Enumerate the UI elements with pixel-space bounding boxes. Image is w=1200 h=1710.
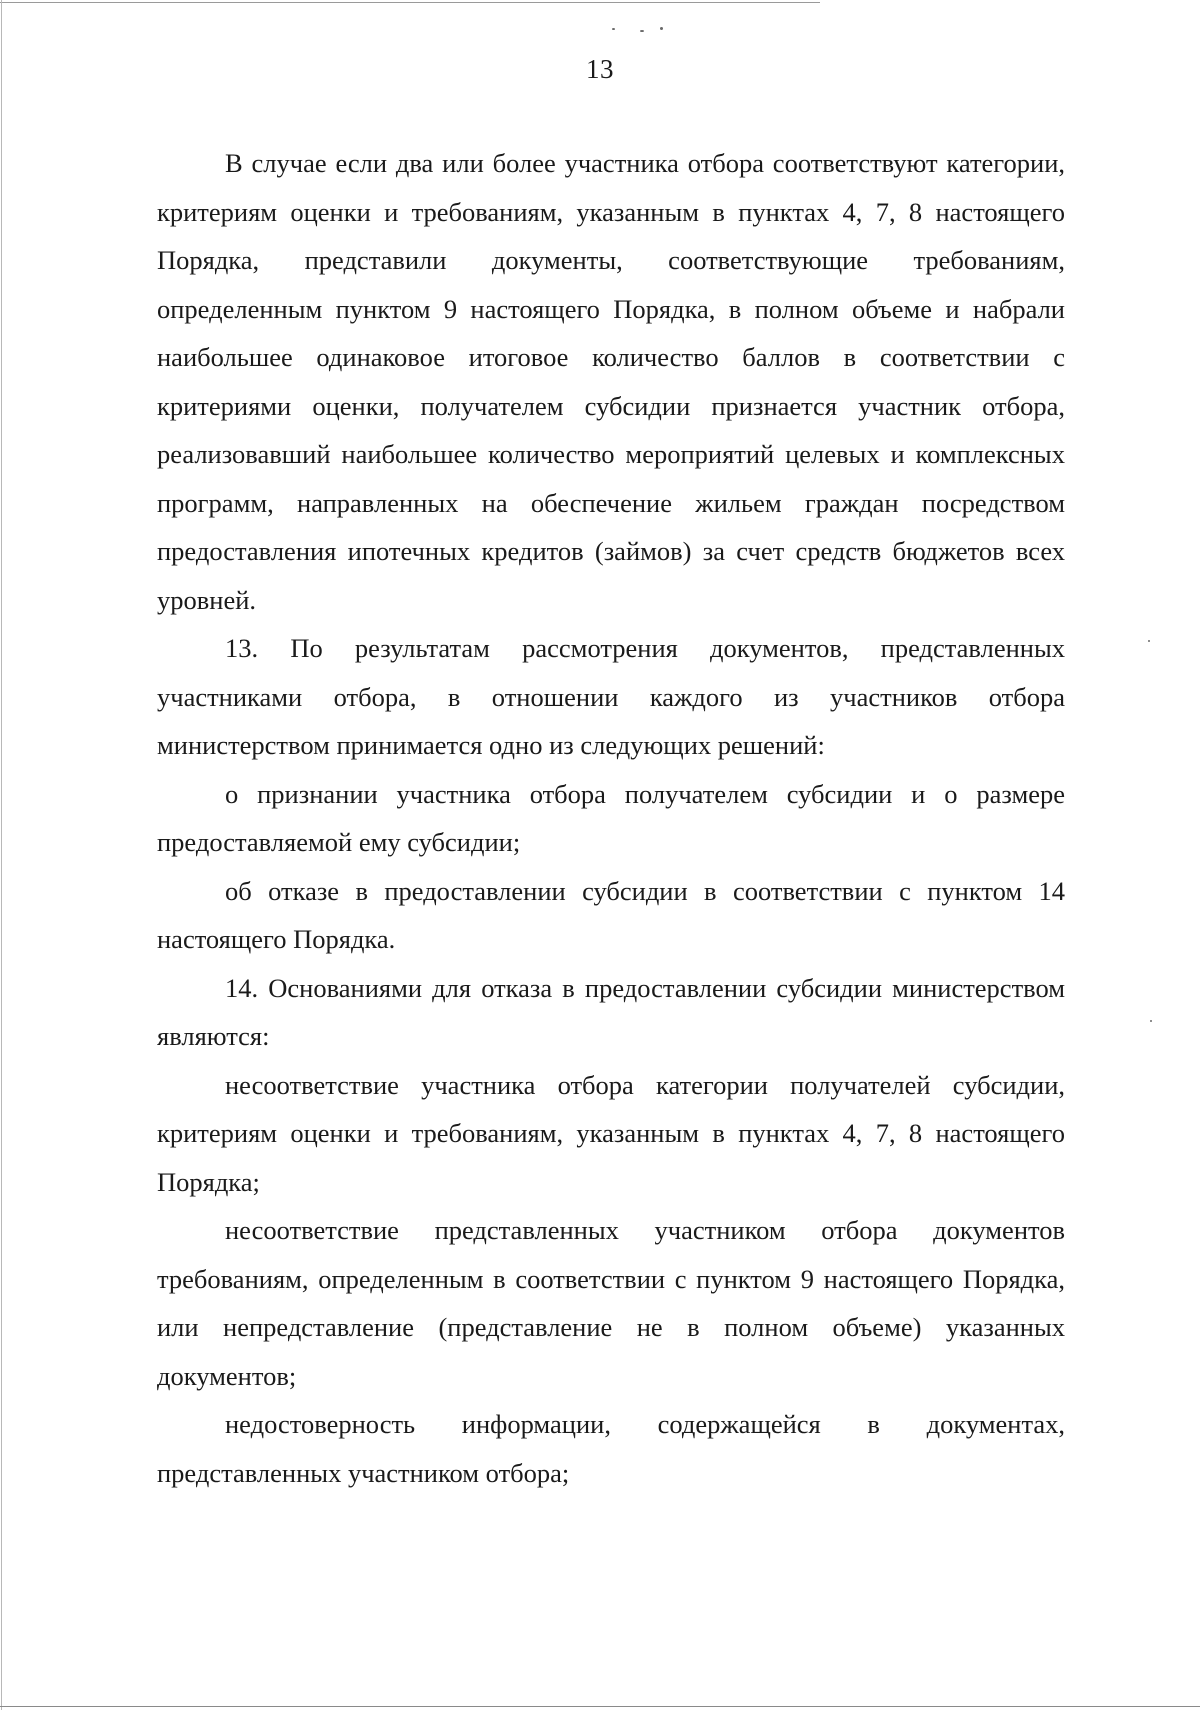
scan-speck bbox=[660, 27, 663, 30]
paragraph-ground-noncompliance: несоответствие участника отбора категории получателей субсидии, критериям оценки и требованиям, указанным в пунктах 4, 7, 8 настоящего Порядка; bbox=[157, 1069, 1065, 1197]
paragraph-14-grounds: 14. Основаниями для отказа в предоставлении субсидии министерством являются: bbox=[157, 972, 1065, 1051]
document-body bbox=[157, 139, 1065, 1497]
paragraph-13-decisions: 13. По результатам рассмотрения документов, представленных участниками отбора, в отношении каждого из участников отбора министерством принимается одно из следующих решений: bbox=[157, 633, 1065, 760]
scan-speck bbox=[612, 28, 615, 30]
paragraph-ground-documents: несоответствие представленных участником отбора документов требованиям, определенным в соответствии с пунктом 9 настоящего Порядка, или непредставление (представление не в полном объеме) указанных документов; bbox=[157, 1215, 1065, 1391]
paragraph-decision-refuse: об отказе в предоставлении субсидии в соответствии с пунктом 14 настоящего Порядка. bbox=[157, 875, 1065, 954]
scan-edge-left bbox=[1, 0, 2, 1710]
page-number: 13 bbox=[586, 54, 614, 84]
scan-speck bbox=[640, 30, 644, 32]
scan-edge-top bbox=[0, 2, 820, 3]
paragraph-ground-unreliable: недостоверность информации, содержащейся в документах, представленных участником отбора; bbox=[157, 1409, 1065, 1488]
scan-edge-bottom bbox=[0, 1706, 1200, 1707]
scan-speck bbox=[1150, 1020, 1152, 1022]
paragraph-tie-rule: В случае если два или более участника отбора соответствуют категории, критериям оценки и требованиям, указанным в пунктах 4, 7, 8 настоящего Порядка, представили документы, соответствующие требованиям, определенным пунктом 9 настоящего Порядка, в полном объеме и набрали наибольшее одинаковое итоговое количество баллов в соответствии с критериями оценки, получателем субсидии признается участник отбора, реализовавший наибольшее количество мероприятий целевых и комплексных программ, направленных на обеспечение жильем граждан посредством предоставления ипотечных кредитов (займов) за счет средств бюджетов всех уровней. bbox=[157, 148, 1065, 615]
scan-speck bbox=[1148, 640, 1150, 642]
paragraph-decision-approve: о признании участника отбора получателем субсидии и о размере предоставляемой ему субсидии; bbox=[157, 778, 1065, 857]
